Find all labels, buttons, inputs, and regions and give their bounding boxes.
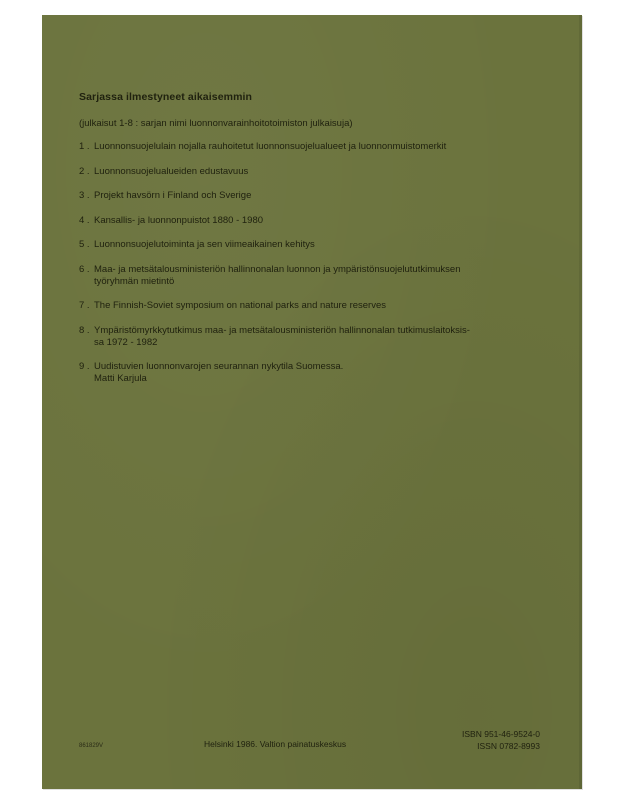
list-item	[79, 361, 549, 385]
back-cover	[42, 15, 582, 789]
publication-list	[79, 141, 549, 398]
issn: ISSN 0782-8993	[477, 741, 540, 751]
item-number: 9 .	[79, 361, 90, 372]
list-item	[79, 166, 549, 178]
list-item	[79, 264, 549, 288]
item-author: Matti Karjula	[94, 373, 147, 384]
list-item	[79, 325, 549, 349]
list-item	[79, 190, 549, 202]
item-number: 7 .	[79, 300, 90, 311]
item-number: 5 .	[79, 239, 90, 250]
list-item	[79, 239, 549, 251]
identifiers	[462, 728, 540, 752]
item-title: Luonnonsuojelulain nojalla rauhoitetut luonnonsuojelualueet ja luonnonmuistomerkit	[94, 141, 447, 152]
item-title: Ympäristömyrkkytutkimus maa- ja metsätalousministeriön hallinnonalan tutkimuslaitoksis-	[94, 324, 470, 336]
item-title: Projekt havsörn i Finland och Sverige	[94, 190, 252, 201]
item-number: 3 .	[79, 190, 90, 201]
item-title: Kansallis- ja luonnonpuistot 1880 - 1980	[94, 214, 264, 226]
item-number: 2 .	[79, 165, 90, 177]
publisher-line: Helsinki 1986. Valtion painatuskeskus	[204, 739, 347, 749]
item-title: Luonnonsuojelualueiden edustavuus	[94, 165, 249, 177]
item-title-continued: sa 1972 - 1982	[94, 336, 158, 348]
isbn: ISBN 951-46-9524-0	[462, 729, 540, 739]
series-subheading: (julkaisut 1-8 : sarjan nimi luonnonvarainhoitotoimiston julkaisuja)	[79, 118, 353, 129]
item-number: 8 .	[79, 324, 90, 336]
print-code: 861829V	[79, 743, 104, 749]
item-title: Luonnonsuojelutoiminta ja sen viimeaikainen kehitys	[94, 239, 315, 250]
item-title: The Finnish-Soviet symposium on national parks and nature reserves	[94, 300, 387, 311]
list-item	[79, 300, 549, 312]
item-title: Maa- ja metsätalousministeriön hallinnonalan luonnon ja ympäristönsuojelututkimuksen	[94, 263, 461, 275]
cover-edge	[579, 15, 582, 789]
series-heading: Sarjassa ilmestyneet aikaisemmin	[79, 91, 253, 103]
list-item	[79, 141, 549, 153]
item-number: 4 .	[79, 214, 90, 226]
list-item	[79, 215, 549, 227]
item-number: 6 .	[79, 263, 90, 275]
item-title-continued: työryhmän mietintö	[94, 275, 175, 287]
item-title: Uudistuvien luonnonvarojen seurannan nykytila Suomessa.	[94, 361, 344, 372]
item-number: 1 .	[79, 141, 90, 152]
